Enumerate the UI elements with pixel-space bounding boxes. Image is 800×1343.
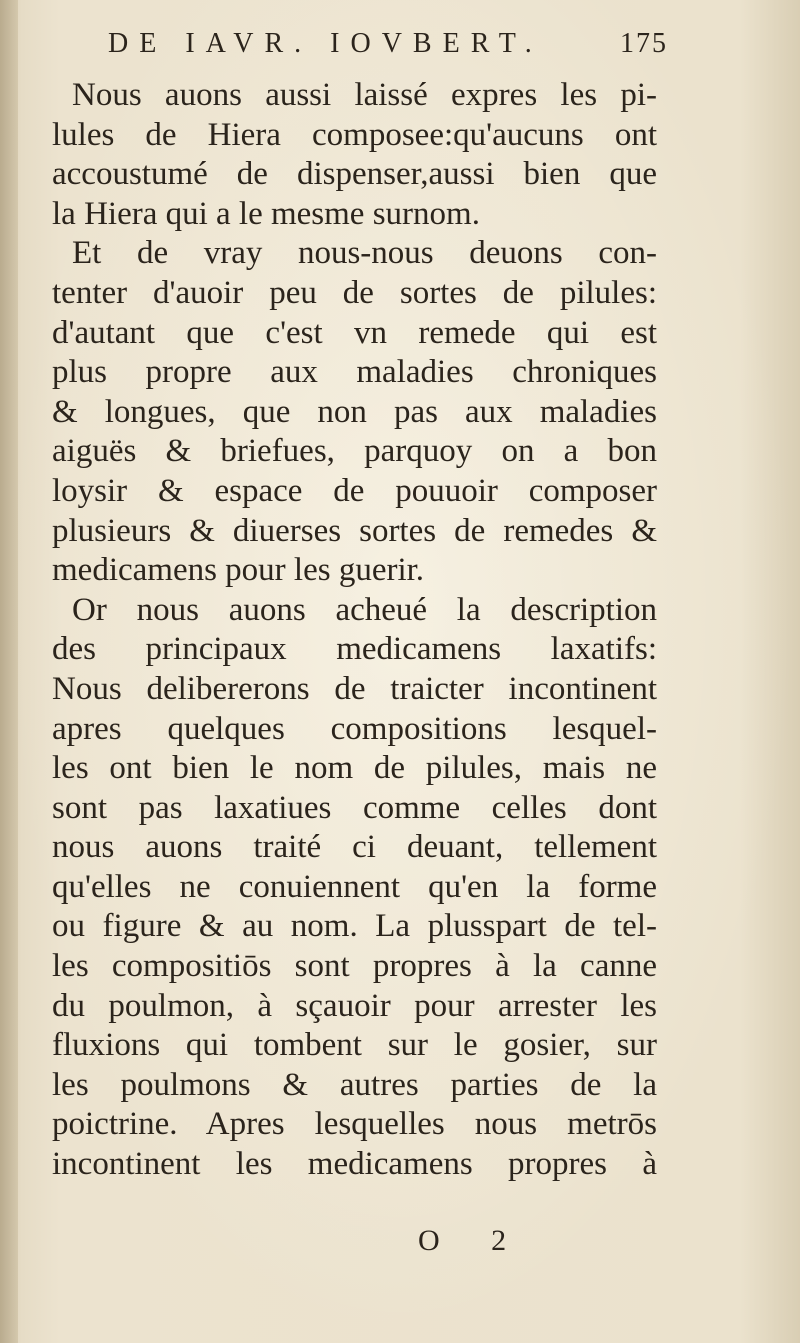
text-line: incontinent les medicamens propres à <box>52 1146 657 1183</box>
text-line: du poulmon, à sçauoir pour arrester les <box>52 987 657 1024</box>
running-head-title: DE IAVR. IOVBERT. <box>108 28 543 59</box>
text-line: les poulmons & autres parties de la <box>52 1066 657 1103</box>
running-head <box>108 28 668 64</box>
text-line: apres quelques compositions lesquel- <box>52 710 657 747</box>
text-line: aiguës & briefues, parquoy on a bon <box>52 433 657 470</box>
text-line: plusieurs & diuerses sortes de remedes & <box>52 512 657 549</box>
text-line: fluxions qui tombent sur le gosier, sur <box>52 1027 657 1064</box>
text-line: accoustumé de dispenser,aussi bien que <box>52 156 657 193</box>
text-line: Nous auons aussi laissé expres les pi- <box>72 77 657 113</box>
text-line: nous auons traité ci deuant, tellement <box>52 829 657 866</box>
page-binding-edge <box>0 0 18 1343</box>
text-line: & longues, que non pas aux maladies <box>52 393 657 430</box>
text-line: Et de vray nous-nous deuons con- <box>72 235 657 272</box>
text-line: poictrine. Apres lesquelles nous metrōs <box>52 1106 657 1143</box>
page-number: 175 <box>620 28 668 59</box>
body-text <box>52 76 657 1185</box>
text-line: medicamens pour les guerir. <box>52 552 425 589</box>
text-line: ou figure & au nom. La plusspart de tel- <box>52 908 657 945</box>
text-line: des principaux medicamens laxatifs: <box>52 631 657 668</box>
text-line: la Hiera qui a le mesme surnom. <box>52 195 480 232</box>
text-line: les compositiōs sont propres à la canne <box>52 948 657 985</box>
text-line: sont pas laxatiues comme celles dont <box>52 789 657 826</box>
text-line: d'autant que c'est vn remede qui est <box>52 314 657 351</box>
text-line: loysir & espace de pouuoir composer <box>52 472 657 509</box>
text-line: Or nous auons acheué la description <box>72 591 657 628</box>
text-line: tenter d'auoir peu de sortes de pilules: <box>52 274 657 311</box>
text-line: lules de Hiera composee:qu'aucuns ont <box>52 116 657 153</box>
signature-mark: O 2 <box>418 1224 529 1257</box>
text-line: plus propre aux maladies chroniques <box>52 354 657 391</box>
text-line: les ont bien le nom de pilules, mais ne <box>52 750 657 787</box>
text-line: Nous delibererons de traicter incontinent <box>52 670 657 707</box>
text-line: qu'elles ne conuiennent qu'en la forme <box>52 868 657 905</box>
